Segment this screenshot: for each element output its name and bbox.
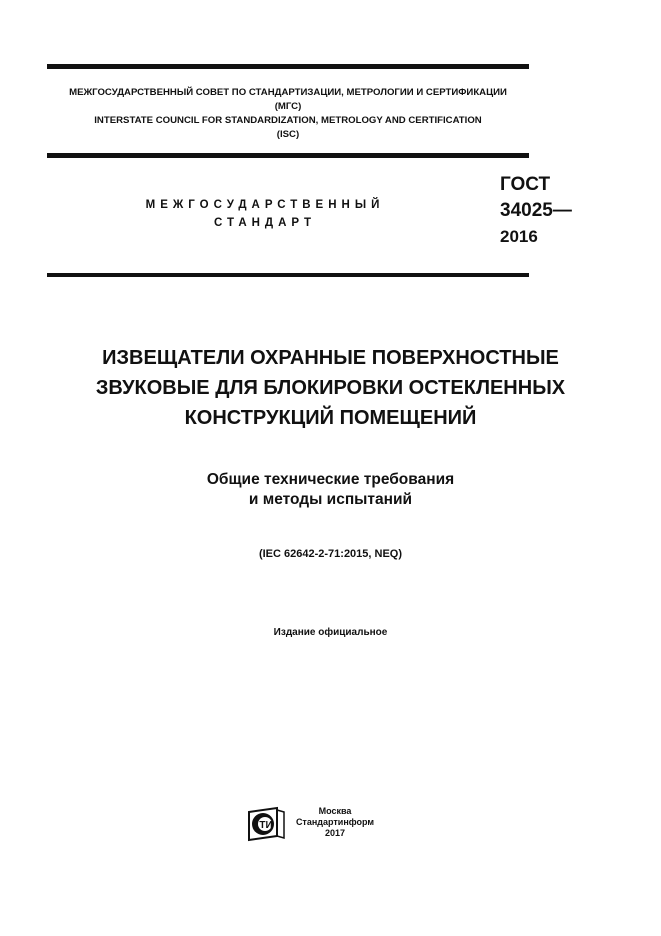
svg-text:ТИ: ТИ bbox=[259, 820, 273, 831]
gost-designation bbox=[500, 172, 572, 250]
publisher-name: Стандартинформ bbox=[295, 817, 375, 827]
divider bbox=[47, 153, 529, 158]
standartinform-logo bbox=[247, 806, 287, 842]
publisher-info bbox=[290, 806, 380, 839]
title-line1: ИЗВЕЩАТЕЛИ ОХРАННЫЕ ПОВЕРХНОСТНЫЕ bbox=[102, 347, 559, 369]
iec-reference: (IEC 62642-2-71:2015, NEQ) bbox=[258, 548, 403, 560]
council-en: INTERSTATE COUNCIL FOR STANDARDIZATION, METROLOGY AND CERTIFICATION bbox=[94, 115, 482, 126]
document-subtitle bbox=[20, 470, 641, 510]
council-header bbox=[47, 86, 529, 142]
publisher-year: 2017 bbox=[324, 828, 346, 838]
divider bbox=[47, 64, 529, 69]
subtitle-line1: Общие технические требования bbox=[206, 471, 455, 488]
subtitle-line2: и методы испытаний bbox=[248, 491, 413, 508]
standard-line1: МЕЖГОСУДАРСТВЕННЫЙ bbox=[145, 199, 385, 211]
document-title bbox=[20, 343, 641, 433]
title-line3: КОНСТРУКЦИЙ ПОМЕЩЕНИЙ bbox=[184, 407, 477, 429]
divider bbox=[47, 273, 529, 277]
council-ru: МЕЖГОСУДАРСТВЕННЫЙ СОВЕТ ПО СТАНДАРТИЗАЦИИ, МЕТРОЛОГИИ И СЕРТИФИКАЦИИ bbox=[69, 87, 507, 98]
gost-number: 34025— bbox=[500, 200, 572, 221]
standard-line2: СТАНДАРТ bbox=[214, 217, 316, 229]
title-line2: ЗВУКОВЫЕ ДЛЯ БЛОКИРОВКИ ОСТЕКЛЕННЫХ bbox=[95, 377, 566, 399]
gost-label: ГОСТ bbox=[500, 174, 551, 195]
publisher-city: Москва bbox=[318, 806, 352, 816]
council-ru-abbr: (МГС) bbox=[274, 101, 302, 112]
council-en-abbr: (ISC) bbox=[276, 129, 300, 140]
edition-note: Издание официальное bbox=[273, 627, 388, 638]
standard-type bbox=[100, 196, 430, 232]
gost-year: 2016 bbox=[500, 227, 538, 246]
